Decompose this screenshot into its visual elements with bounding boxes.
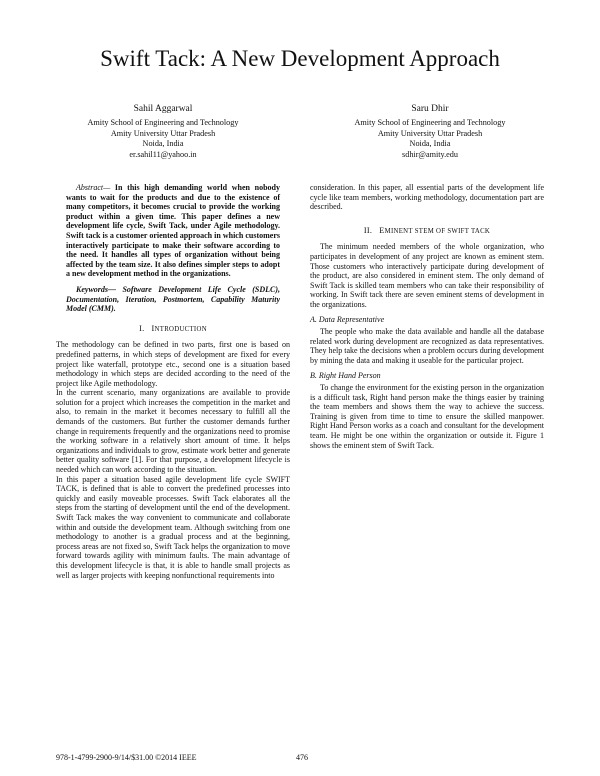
- abstract-lead: Abstract—: [76, 183, 111, 192]
- eminent-stem-paragraph: The minimum needed members of the whole organization, who participates in development of any project are known as eminent stem. Those customers who interactively participate during development of the product, are also considered in eminent stem. The only demand of Swift Tack is skilled team members who can take their responsibility of working. In Swift tack there are seven eminent stems of development in the organizations.: [310, 242, 544, 309]
- section-heading-introduction: I. INTRODUCTION: [139, 323, 207, 333]
- left-column: [56, 183, 290, 580]
- right-hand-person-paragraph: To change the environment for the existing person in the organization is a difficult task, Right hand person make the things easier by training the team members and shows them the way to achieve the success. Training is given from time to time to ensure the skilled manpower. Right Hand Person works as a coach and consultant for the development team. He might be one within the organization or outside it. Figure 1 shows the eminent stem of Swift Tack.: [310, 383, 544, 450]
- author-university: Amity University Uttar Pradesh: [377, 128, 483, 138]
- abstract-text: In this high demanding world when nobody wants to wait for the products and due to the existence of many competitors, it becomes crucial to provide the working product within a given time. This paper defines a new development life cycle, Swift Tack, under Agile methodology. Swift tack is a customer oriented approach in which customers interactively participate to make their software according to the need. It handles all types of organization without being affected by the team size. It also defines simpler steps to adopt a new development method in the organizations.: [66, 183, 280, 279]
- author-location: Noida, India: [142, 139, 184, 149]
- author-affiliation: Amity School of Engineering and Technology: [354, 118, 506, 127]
- data-representative-paragraph: The people who make the data available and handle all the database related work during development are recognized as data representatives. They help take the decisions when a problem occurs during development by mining the data and making it useable for the particular project.: [310, 327, 544, 365]
- paper-title: Swift Tack: A New Development Approach: [100, 46, 500, 71]
- intro-paragraph-2: In the current scenario, many organizations are available to provide solution for a project which increases the competition in the market and also, to remain in the market it becomes necessary to fulfill all the demands of the customers. But further the customer demands further change in requirements frequently and the organizations need to promise the working software in a relatively short amount of time. It helps organizations and individuals to grow, estimate work better and generate better quality software [1]. For that purpose, a development lifecycle is needed which can work according to the situation.: [56, 388, 290, 475]
- author-university: Amity University Uttar Pradesh: [110, 128, 216, 138]
- author-block-2: [325, 103, 535, 160]
- intro-paragraph-3: In this paper a situation based agile development life cycle SWIFT TACK, is defined that is able to convert the predefined processes into quickly and easily moveable processes. Swift Tack elaborates all the steps from the starting of development until the end of the development. Swift Tack makes the way convenient to communicate and collaborate within and outside the development team. Although switching from one methodology to another is a gradual process and at the beginning, process areas are not fixed so, Swift Tack helps the organization to move forward towards agility with minimum faults. The main advantage of this development lifecycle is that, it is able to handle small projects as well as larger projects with keeping nonfunctional requirements into: [56, 474, 290, 580]
- keywords-lead: Keywords—: [76, 284, 116, 294]
- right-column: [310, 183, 544, 450]
- author-block-1: [58, 103, 268, 160]
- section-heading-eminent-stem: II. EMINENT STEM OF SWIFT TACK: [363, 225, 491, 235]
- footer-isbn: 978-1-4799-2900-9/14/$31.00 ©2014 IEEE: [56, 753, 197, 762]
- keywords-text: Software Development Life Cycle (SDLC), Documentation, Iteration, Postmortem, Capability Maturity Model (CMM).: [66, 284, 280, 314]
- author-affiliation: Amity School of Engineering and Technology: [87, 118, 239, 127]
- page-number: 476: [296, 753, 308, 762]
- author-location: Noida, India: [409, 139, 451, 149]
- subsection-heading-data-representative: A. Data Representative: [310, 314, 385, 324]
- intro-paragraph-1: The methodology can be defined in two parts, first one is based on predefined patterns, in which steps of development are fixed for every project like waterfall, prototype etc., second one is a situation based methodology in which steps are decided according to the need of the project like Agile methodology.: [56, 340, 290, 388]
- author-name: Saru Dhir: [411, 104, 449, 114]
- author-name: Sahil Aggarwal: [133, 104, 193, 114]
- abstract: [66, 183, 280, 279]
- author-email: er.sahil11@yahoo.in: [129, 149, 197, 159]
- author-email: sdhir@amity.edu: [402, 149, 458, 159]
- intro-continuation: consideration. In this paper, all essential parts of the development life cycle like team members, working methodology, documentation part are described.: [310, 183, 544, 212]
- keywords: [66, 285, 280, 314]
- subsection-heading-right-hand-person: B. Right Hand Person: [310, 370, 381, 380]
